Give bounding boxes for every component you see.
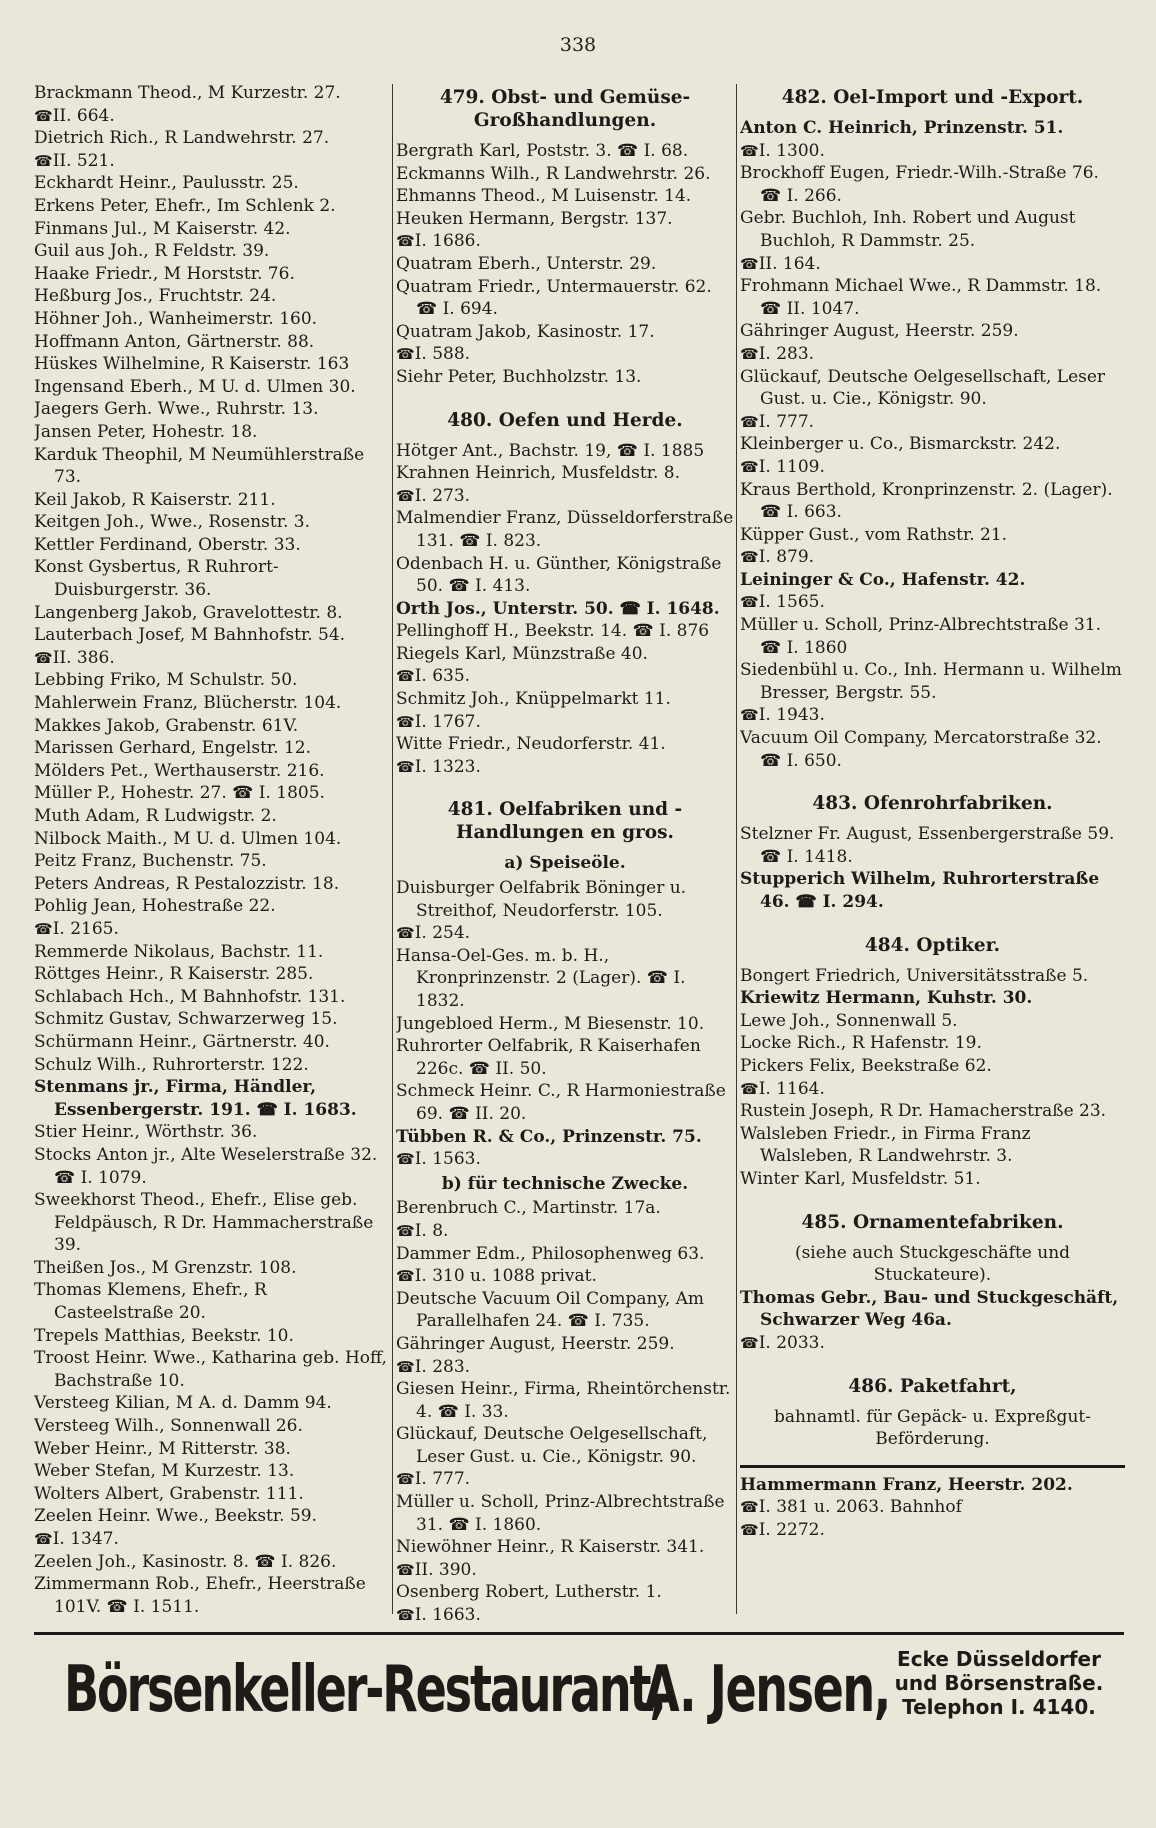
list-item: Versteeg Wilh., Sonnenwall 26. bbox=[34, 1416, 303, 1437]
list-item: Jansen Peter, Hohestr. 18. bbox=[34, 421, 258, 442]
list-item: Thomas Gebr., Bau- und Stuckgeschäft, Schwarzer Weg 46a. bbox=[740, 1287, 1119, 1331]
list-item: Riegels Karl, Münzstraße 40. bbox=[396, 643, 648, 664]
list-item: Kriewitz Hermann, Kuhstr. 30. bbox=[740, 988, 1033, 1009]
list-item: Peitz Franz, Buchenstr. 75. bbox=[34, 851, 267, 872]
list-item: ☎ I. 2165. bbox=[34, 918, 389, 941]
list-item: Schürmann Heinr., Gärtnerstr. 40. bbox=[34, 1031, 330, 1052]
section-heading-483: 483. Ofenrohrfabriken. bbox=[812, 793, 1053, 815]
list-item: Theißen Jos., M Grenzstr. 108. bbox=[34, 1257, 297, 1278]
list-item: ☎ I. 254. bbox=[396, 922, 734, 945]
list-item: Gähringer August, Heerstr. 259. bbox=[396, 1333, 675, 1354]
list-item: Gebr. Buchloh, Inh. Robert und August Buchloh, R Dammstr. 25. bbox=[740, 208, 1076, 251]
list-item: Weber Stefan, M Kurzestr. 13. bbox=[34, 1461, 295, 1482]
list-item: Gähringer August, Heerstr. 259. bbox=[740, 321, 1019, 342]
ad-restaurant-name: Börsenkeller-Restaurant, bbox=[64, 1653, 665, 1727]
list-item: ☎ II. 386. bbox=[34, 647, 389, 670]
list-item: Brockhoff Eugen, Friedr.-Wilh.-Straße 76. ☎ I. 266. bbox=[740, 163, 1099, 206]
list-item: Quatram Friedr., Untermauerstr. 62. ☎ I. 694. bbox=[396, 276, 712, 320]
list-item: Ehmanns Theod., M Luisenstr. 14. bbox=[396, 186, 692, 207]
subsection-heading: b) für technische Zwecke. bbox=[441, 1173, 689, 1194]
list-item: Lebbing Friko, M Schulstr. 50. bbox=[34, 670, 298, 691]
list-item: Tübben R. & Co., Prinzenstr. 75. bbox=[396, 1126, 702, 1147]
list-item: Stelzner Fr. August, Essenbergerstraße 59. ☎ I. 1418. bbox=[740, 824, 1115, 867]
list-item: Brackmann Theod., M Kurzestr. 27. bbox=[34, 83, 341, 103]
list-item: Pellinghoff H., Beekstr. 14. ☎ I. 876 bbox=[396, 621, 710, 642]
list-item: Zimmermann Rob., Ehefr., Heerstraße 101V. ☎ I. 1511. bbox=[34, 1574, 366, 1617]
list-item: Finmans Jul., M Kaiserstr. 42. bbox=[34, 218, 291, 239]
list-item: Haake Friedr., M Horststr. 76. bbox=[34, 263, 295, 284]
list-item: Peters Andreas, R Pestalozzistr. 18. bbox=[34, 873, 340, 894]
list-item: Müller P., Hohestr. 27. ☎ I. 1805. bbox=[34, 783, 325, 804]
list-item: ☎ I. 1686. bbox=[396, 230, 734, 253]
list-item: Höhner Joh., Wanheimerstr. 160. bbox=[34, 308, 318, 329]
list-item: Pohlig Jean, Hohestraße 22. bbox=[34, 896, 276, 917]
list-item: ☎ I. 1767. bbox=[396, 711, 734, 734]
ad-address bbox=[879, 1647, 1119, 1719]
list-item: ☎ I. 273. bbox=[396, 485, 734, 508]
list-item: ☎ I. 777. bbox=[396, 1468, 734, 1491]
list-item: Marissen Gerhard, Engelstr. 12. bbox=[34, 738, 312, 759]
list-item: ☎ I. 1300. bbox=[740, 140, 1125, 163]
list-item: Schmitz Gustav, Schwarzerweg 15. bbox=[34, 1009, 338, 1030]
list-item: ☎ I. 2272. bbox=[740, 1519, 1125, 1542]
section-heading-485: 485. Ornamentefabriken. bbox=[801, 1211, 1064, 1233]
list-item: Winter Karl, Musfeldstr. 51. bbox=[740, 1168, 981, 1189]
list-item: Stocks Anton jr., Alte Weselerstraße 32. ☎ I. 1079. bbox=[34, 1144, 378, 1188]
list-item: Glückauf, Deutsche Oelgesellschaft, Leser Gust. u. Cie., Königstr. 90. bbox=[396, 1424, 708, 1467]
list-item: Lauterbach Josef, M Bahnhofstr. 54. bbox=[34, 625, 346, 646]
list-item: Schmitz Joh., Knüppelmarkt 11. bbox=[396, 689, 671, 710]
section-heading-484: 484. Optiker. bbox=[864, 934, 1001, 956]
list-item: Wolters Albert, Grabenstr. 111. bbox=[34, 1483, 304, 1504]
list-item: Krahnen Heinrich, Musfeldstr. 8. bbox=[396, 463, 680, 484]
column-3-entries bbox=[740, 82, 1125, 1622]
list-item: Anton C. Heinrich, Prinzenstr. 51. bbox=[740, 118, 1064, 138]
column-2-entries bbox=[396, 82, 734, 1622]
list-item: Hammermann Franz, Heerstr. 202. bbox=[740, 1474, 1073, 1495]
list-item: Hötger Ant., Bachstr. 19, ☎ I. 1885 bbox=[396, 440, 705, 461]
ad-address-line-1: Ecke Düsseldorfer bbox=[897, 1647, 1101, 1671]
list-item: Frohmann Michael Wwe., R Dammstr. 18. ☎ II. 1047. bbox=[740, 276, 1102, 319]
list-item: ☎ I. 1347. bbox=[34, 1528, 389, 1551]
list-item: Zeelen Joh., Kasinostr. 8. ☎ I. 826. bbox=[34, 1551, 337, 1572]
column-divider bbox=[736, 84, 737, 1614]
list-item: Siedenbühl u. Co., Inh. Hermann u. Wilhelm Bresser, Bergstr. 55. bbox=[740, 660, 1122, 703]
list-item: Stenmans jr., Firma, Händler, Essenbergerstr. 191. ☎ I. 1683. bbox=[34, 1077, 357, 1120]
list-item: Ruhrorter Oelfabrik, R Kaiserhafen 226c. ☎ II. 50. bbox=[396, 1036, 701, 1079]
list-item: Trepels Matthias, Beekstr. 10. bbox=[34, 1325, 294, 1346]
list-item: Odenbach H. u. Günther, Königstraße 50. ☎ I. 413. bbox=[396, 553, 722, 597]
section-note: bahnamtl. für Gepäck- u. Expreßgut-Beförderung. bbox=[774, 1406, 1091, 1450]
list-item: ☎ I. 1164. bbox=[740, 1078, 1125, 1101]
list-item: Duisburger Oelfabrik Böninger u. Streithof, Neudorferstr. 105. bbox=[396, 878, 687, 921]
list-item: ☎ I. 8. bbox=[396, 1220, 734, 1243]
list-item: ☎ I. 1563. bbox=[396, 1148, 734, 1171]
list-item: Stier Heinr., Wörthstr. 36. bbox=[34, 1122, 258, 1143]
list-item: ☎ I. 1109. bbox=[740, 456, 1125, 479]
section-heading-480: 480. Oefen und Herde. bbox=[447, 409, 683, 431]
list-item: ☎ I. 1323. bbox=[396, 756, 734, 779]
list-item: ☎ I. 283. bbox=[396, 1356, 734, 1379]
list-item: ☎ I. 777. bbox=[740, 411, 1125, 434]
list-item: ☎ I. 1943. bbox=[740, 704, 1125, 727]
list-item: Berenbruch C., Martinstr. 17a. bbox=[396, 1198, 661, 1219]
list-item: Keitgen Joh., Wwe., Rosenstr. 3. bbox=[34, 512, 310, 533]
boxed-entry bbox=[740, 1465, 1125, 1542]
list-item: Mahlerwein Franz, Blücherstr. 104. bbox=[34, 693, 342, 714]
list-item: Weber Heinr., M Ritterstr. 38. bbox=[34, 1438, 291, 1459]
list-item: Schmeck Heinr. C., R Harmoniestraße 69. ☎ II. 20. bbox=[396, 1081, 726, 1124]
list-item: Keil Jakob, R Kaiserstr. 211. bbox=[34, 489, 276, 510]
list-item: Müller u. Scholl, Prinz-Albrechtstraße 31. ☎ I. 1860 bbox=[740, 615, 1102, 658]
column-divider bbox=[392, 84, 393, 1614]
list-item: ☎ II. 521. bbox=[34, 150, 389, 173]
section-heading-486: 486. Paketfahrt, bbox=[848, 1375, 1017, 1397]
advertisement-banner bbox=[34, 1632, 1124, 1785]
list-item: Jaegers Gerh. Wwe., Ruhrstr. 13. bbox=[34, 399, 319, 420]
list-item: Ingensand Eberh., M U. d. Ulmen 30. bbox=[34, 376, 356, 397]
list-item: Dietrich Rich., R Landwehrstr. 27. bbox=[34, 128, 330, 149]
list-item: Hoffmann Anton, Gärtnerstr. 88. bbox=[34, 331, 315, 352]
section-heading-479: 479. Obst- und Gemüse-Großhandlungen. bbox=[439, 87, 691, 131]
list-item: Karduk Theophil, M Neumühlerstraße 73. bbox=[34, 444, 365, 488]
list-item: ☎ I. 2033. bbox=[740, 1332, 1125, 1355]
list-item: Malmendier Franz, Düsseldorferstraße 131. ☎ I. 823. bbox=[396, 508, 734, 551]
list-item: Kettler Ferdinand, Oberstr. 33. bbox=[34, 534, 301, 555]
list-item: Bergrath Karl, Poststr. 3. ☎ I. 68. bbox=[396, 141, 689, 161]
list-item: ☎ I. 588. bbox=[396, 343, 734, 366]
list-item: ☎ I. 1663. bbox=[396, 1604, 734, 1622]
list-item: Bongert Friedrich, Universitätsstraße 5. bbox=[740, 965, 1089, 986]
list-item: Nilbock Maith., M U. d. Ulmen 104. bbox=[34, 828, 342, 849]
list-item: Sweekhorst Theod., Ehefr., Elise geb. Feldpäusch, R Dr. Hammacherstraße 39. bbox=[34, 1190, 374, 1256]
list-item: Kraus Berthold, Kronprinzenstr. 2. (Lager). ☎ I. 663. bbox=[740, 479, 1113, 523]
list-item: Vacuum Oil Company, Mercatorstraße 32. ☎ I. 650. bbox=[740, 728, 1102, 771]
list-item: Schulz Wilh., Ruhrorterstr. 122. bbox=[34, 1054, 309, 1075]
list-item: Locke Rich., R Hafenstr. 19. bbox=[740, 1033, 982, 1054]
list-item: Lewe Joh., Sonnenwall 5. bbox=[740, 1010, 958, 1031]
list-item: Eckmanns Wilh., R Landwehrstr. 26. bbox=[396, 163, 711, 184]
list-item: Quatram Jakob, Kasinostr. 17. bbox=[396, 321, 655, 342]
column-1-entries bbox=[34, 82, 389, 1622]
list-item: Witte Friedr., Neudorferstr. 41. bbox=[396, 734, 666, 755]
list-item: Jungebloed Herm., M Biesenstr. 10. bbox=[396, 1013, 705, 1034]
list-item: Osenberg Robert, Lutherstr. 1. bbox=[396, 1582, 662, 1603]
list-item: Giesen Heinr., Firma, Rheintörchenstr. 4. ☎ I. 33. bbox=[396, 1379, 731, 1422]
list-item: Konst Gysbertus, R Ruhrort-Duisburgerstr. 36. bbox=[34, 557, 279, 601]
list-item: Thomas Klemens, Ehefr., R Casteelstraße 20. bbox=[34, 1280, 267, 1324]
list-item: Versteeg Kilian, M A. d. Damm 94. bbox=[34, 1393, 332, 1414]
list-item: ☎ I. 310 u. 1088 privat. bbox=[396, 1265, 734, 1288]
list-item: Heuken Hermann, Bergstr. 137. bbox=[396, 208, 673, 229]
list-item: Hüskes Wilhelmine, R Kaiserstr. 163 bbox=[34, 354, 350, 375]
ad-address-line-2: und Börsenstraße. bbox=[894, 1671, 1104, 1695]
list-item: ☎ I. 879. bbox=[740, 546, 1125, 569]
list-item: Makkes Jakob, Grabenstr. 61V. bbox=[34, 715, 299, 736]
list-item: ☎ II. 164. bbox=[740, 253, 1125, 276]
list-item: Eckhardt Heinr., Paulusstr. 25. bbox=[34, 173, 299, 194]
list-item: Stupperich Wilhelm, Ruhrorterstraße 46. ☎ I. 294. bbox=[740, 869, 1100, 912]
list-item: Troost Heinr. Wwe., Katharina geb. Hoff, Bachstraße 10. bbox=[34, 1348, 387, 1391]
list-item: Hansa-Oel-Ges. m. b. H., Kronprinzenstr. 2 (Lager). ☎ I. 1832. bbox=[396, 945, 686, 1011]
list-item: Quatram Eberh., Unterstr. 29. bbox=[396, 253, 657, 274]
subsection-heading: a) Speiseöle. bbox=[504, 853, 626, 874]
list-item: Küpper Gust., vom Rathstr. 21. bbox=[740, 524, 1008, 545]
list-item: Erkens Peter, Ehefr., Im Schlenk 2. bbox=[34, 195, 336, 216]
list-item: Langenberg Jakob, Gravelottestr. 8. bbox=[34, 602, 343, 623]
list-item: Schlabach Hch., M Bahnhofstr. 131. bbox=[34, 986, 346, 1007]
list-item: Siehr Peter, Buchholzstr. 13. bbox=[396, 366, 642, 387]
list-item: Rustein Joseph, R Dr. Hamacherstraße 23. bbox=[740, 1101, 1107, 1122]
section-note: (siehe auch Stuckgeschäfte und Stuckateure). bbox=[794, 1242, 1071, 1286]
list-item: ☎ I. 1565. bbox=[740, 591, 1125, 614]
list-item: Zeelen Heinr. Wwe., Beekstr. 59. bbox=[34, 1506, 317, 1527]
list-item: ☎ II. 390. bbox=[396, 1559, 734, 1582]
list-item: Guil aus Joh., R Feldstr. 39. bbox=[34, 241, 270, 262]
section-heading-481: 481. Oelfabriken und -Handlungen en gros. bbox=[447, 799, 683, 844]
list-item: Röttges Heinr., R Kaiserstr. 285. bbox=[34, 964, 314, 985]
list-item: ☎ I. 635. bbox=[396, 665, 734, 688]
list-item: Orth Jos., Unterstr. 50. ☎ I. 1648. bbox=[396, 598, 720, 619]
list-item: Walsleben Friedr., in Firma Franz Walsleben, R Landwehrstr. 3. bbox=[740, 1123, 1031, 1167]
list-item: Glückauf, Deutsche Oelgesellschaft, Leser Gust. u. Cie., Königstr. 90. bbox=[740, 366, 1106, 410]
list-item: Kleinberger u. Co., Bismarckstr. 242. bbox=[740, 434, 1061, 455]
list-item: Dammer Edm., Philosophenweg 63. bbox=[396, 1243, 705, 1264]
list-item: Heßburg Jos., Fruchtstr. 24. bbox=[34, 286, 277, 307]
list-item: Muth Adam, R Ludwigstr. 2. bbox=[34, 806, 277, 826]
ad-owner-name: A. Jensen, bbox=[644, 1653, 890, 1727]
list-item: Niewöhner Heinr., R Kaiserstr. 341. bbox=[396, 1537, 705, 1558]
list-item: Deutsche Vacuum Oil Company, Am Parallelhafen 24. ☎ I. 735. bbox=[396, 1288, 705, 1332]
list-item: Leininger & Co., Hafenstr. 42. bbox=[740, 569, 1026, 590]
list-item: Pickers Felix, Beekstraße 62. bbox=[740, 1055, 992, 1076]
section-heading-482: 482. Oel-Import und -Export. bbox=[781, 87, 1084, 108]
list-item: ☎ II. 664. bbox=[34, 105, 389, 128]
list-item: Mölders Pet., Werthauserstr. 216. bbox=[34, 760, 325, 781]
ad-phone: Telephon I. 4140. bbox=[902, 1695, 1096, 1719]
list-item: ☎ I. 381 u. 2063. Bahnhof bbox=[740, 1496, 1125, 1519]
list-item: Remmerde Nikolaus, Bachstr. 11. bbox=[34, 941, 324, 962]
list-item: ☎ I. 283. bbox=[740, 343, 1125, 366]
page-number: 338 bbox=[559, 34, 597, 56]
list-item: Müller u. Scholl, Prinz-Albrechtstraße 31. ☎ I. 1860. bbox=[396, 1492, 725, 1535]
